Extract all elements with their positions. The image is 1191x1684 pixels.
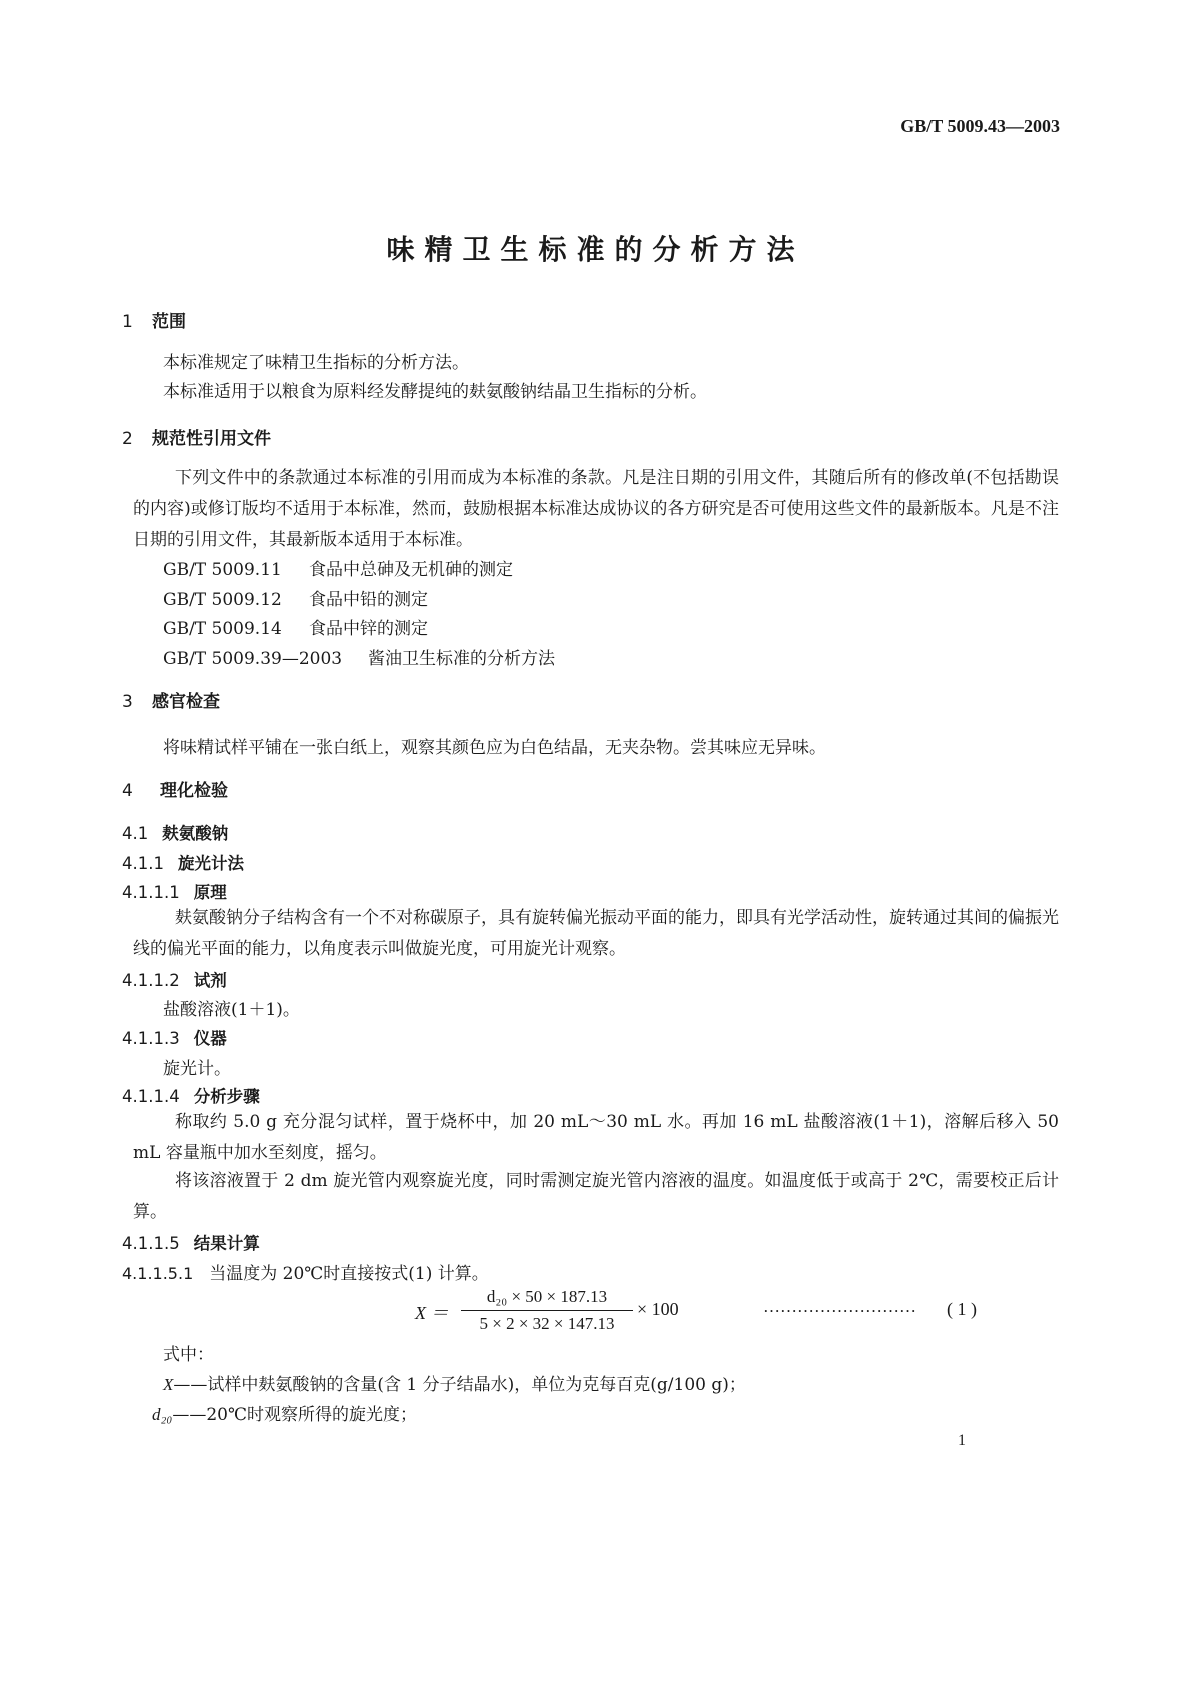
subsection-4-1-1-4-heading — [122, 1083, 260, 1107]
section-2-number: 2 — [122, 429, 133, 449]
section-3-para: 将味精试样平铺在一张白纸上，观察其颜色应为白色结晶，无夹杂物。尝其味应无异味。 — [163, 738, 826, 758]
section-3-number: 3 — [122, 692, 133, 712]
section-3-title: 感官检查 — [152, 692, 220, 712]
formula-1 — [415, 1287, 1015, 1337]
instrument-text: 旋光计。 — [163, 1059, 231, 1079]
subsection-number: 4.1.1.4 — [122, 1087, 180, 1106]
subsection-title: 分析步骤 — [193, 1087, 260, 1106]
reference-name: 食品中铅的测定 — [309, 590, 428, 610]
subsection-number: 4.1.1.5.1 — [122, 1264, 194, 1283]
subsection-title: 麸氨酸钠 — [162, 824, 229, 843]
subsection-title: 结果计算 — [193, 1234, 260, 1253]
section-2-title: 规范性引用文件 — [152, 429, 271, 449]
subsection-4-1-1-5-heading — [122, 1230, 260, 1254]
where-intro: 式中： — [163, 1345, 214, 1365]
formula-lhs: X ＝ — [415, 1303, 449, 1323]
page-number: 1 — [958, 1432, 966, 1449]
subsection-title: 旋光计法 — [177, 854, 244, 873]
section-1-para-2: 本标准适用于以粮食为原料经发酵提纯的麸氨酸钠结晶卫生指标的分析。 — [163, 382, 707, 402]
subsection-number: 4.1.1.5 — [122, 1234, 180, 1253]
subsection-title: 仪器 — [193, 1029, 227, 1048]
subsection-4-1-1-2-heading — [122, 967, 227, 991]
reference-code: GB/T 5009.14 — [163, 619, 282, 639]
section-4-title: 理化检验 — [160, 781, 228, 801]
section-3-heading — [122, 687, 220, 712]
subsection-number: 4.1.1.2 — [122, 971, 180, 990]
subsection-4-1-1-3-heading — [122, 1025, 227, 1049]
formula-fraction — [461, 1287, 633, 1334]
fraction-bar — [461, 1310, 633, 1311]
subsection-number: 4.1.1.3 — [122, 1029, 180, 1048]
section-1-title: 范围 — [152, 312, 186, 332]
procedure-paragraph-2: 将该溶液置于 2 dm 旋光管内观察旋光度，同时需测定旋光管内溶液的温度。如温度低于或高于 2℃，需要校正后计算。 — [133, 1171, 1059, 1222]
reference-name: 食品中总砷及无机砷的测定 — [309, 560, 513, 580]
subsection-4-1-1-heading — [122, 850, 244, 874]
subsection-4-1-heading — [122, 820, 228, 844]
section-4-number: 4 — [122, 781, 133, 801]
variable-definition — [163, 1370, 746, 1395]
reference-code: GB/T 5009.11 — [163, 560, 282, 580]
reagent-text: 盐酸溶液(1＋1)。 — [163, 1000, 300, 1020]
variable-description: ——试样中麸氨酸钠的含量(含 1 分子结晶水)，单位为克每百克(g/100 g)； — [173, 1375, 746, 1395]
section-2-paragraph: 下列文件中的条款通过本标准的引用而成为本标准的条款。凡是注日期的引用文件，其随后所有的修改单(不包括勘误的内容)或修订版均不适用于本标准，然而，鼓励根据本标准达成协议的各方研究是否可使用这些文件的最新版本。凡是不注日期的引用文件，其最新版本适用于本标准。 — [133, 468, 1059, 550]
calc-instruction: 当温度为 20℃时直接按式(1) 计算。 — [209, 1264, 489, 1284]
subsection-number: 4.1.1 — [122, 854, 164, 873]
principle-paragraph: 麸氨酸钠分子结构含有一个不对称碳原子，具有旋转偏光振动平面的能力，即具有光学活动性，旋转通过其间的偏振光线的偏光平面的能力，以角度表示叫做旋光度，可用旋光计观察。 — [133, 908, 1059, 959]
document-title: 味精卫生标准的分析方法 — [386, 233, 805, 266]
formula-numerator: d₂₀ × 50 × 187.13 — [486, 1287, 608, 1306]
subsection-number: 4.1.1.1 — [122, 883, 180, 902]
variable-description: ——20℃时观察所得的旋光度； — [172, 1405, 417, 1425]
formula-label: ( 1 ) — [947, 1299, 977, 1319]
section-1-heading — [122, 307, 186, 332]
reference-item — [163, 644, 555, 669]
subsection-title: 原理 — [193, 883, 227, 902]
subsection-4-1-1-5-1 — [122, 1259, 489, 1284]
reference-name: 酱油卫生标准的分析方法 — [368, 649, 555, 669]
formula-leader-dots: ……………………… — [763, 1297, 916, 1316]
reference-code: GB/T 5009.39—2003 — [163, 649, 343, 669]
formula-denominator: 5 × 2 × 32 × 147.13 — [479, 1314, 615, 1333]
reference-name: 食品中锌的测定 — [309, 619, 428, 639]
reference-item — [163, 555, 513, 580]
variable-symbol: d₂₀ — [152, 1405, 173, 1424]
reference-item — [163, 614, 428, 639]
standard-number: GB/T 5009.43—2003 — [900, 116, 1060, 136]
formula-tail: × 100 — [637, 1299, 679, 1319]
section-4-heading — [122, 776, 228, 801]
procedure-paragraph-1: 称取约 5.0 g 充分混匀试样，置于烧杯中，加 20 mL～30 mL 水。再加 16 mL 盐酸溶液(1＋1)，溶解后移入 50 mL 容量瓶中加水至刻度，摇匀。 — [133, 1112, 1059, 1163]
section-1-para-1: 本标准规定了味精卫生指标的分析方法。 — [163, 353, 469, 373]
variable-definition — [152, 1400, 417, 1425]
reference-item — [163, 585, 428, 610]
subsection-number: 4.1 — [122, 824, 149, 843]
subsection-4-1-1-1-heading — [122, 879, 227, 903]
section-2-heading — [122, 424, 271, 449]
subsection-title: 试剂 — [193, 971, 227, 990]
section-1-number: 1 — [122, 312, 133, 332]
variable-symbol: X — [163, 1375, 174, 1394]
reference-code: GB/T 5009.12 — [163, 590, 282, 610]
